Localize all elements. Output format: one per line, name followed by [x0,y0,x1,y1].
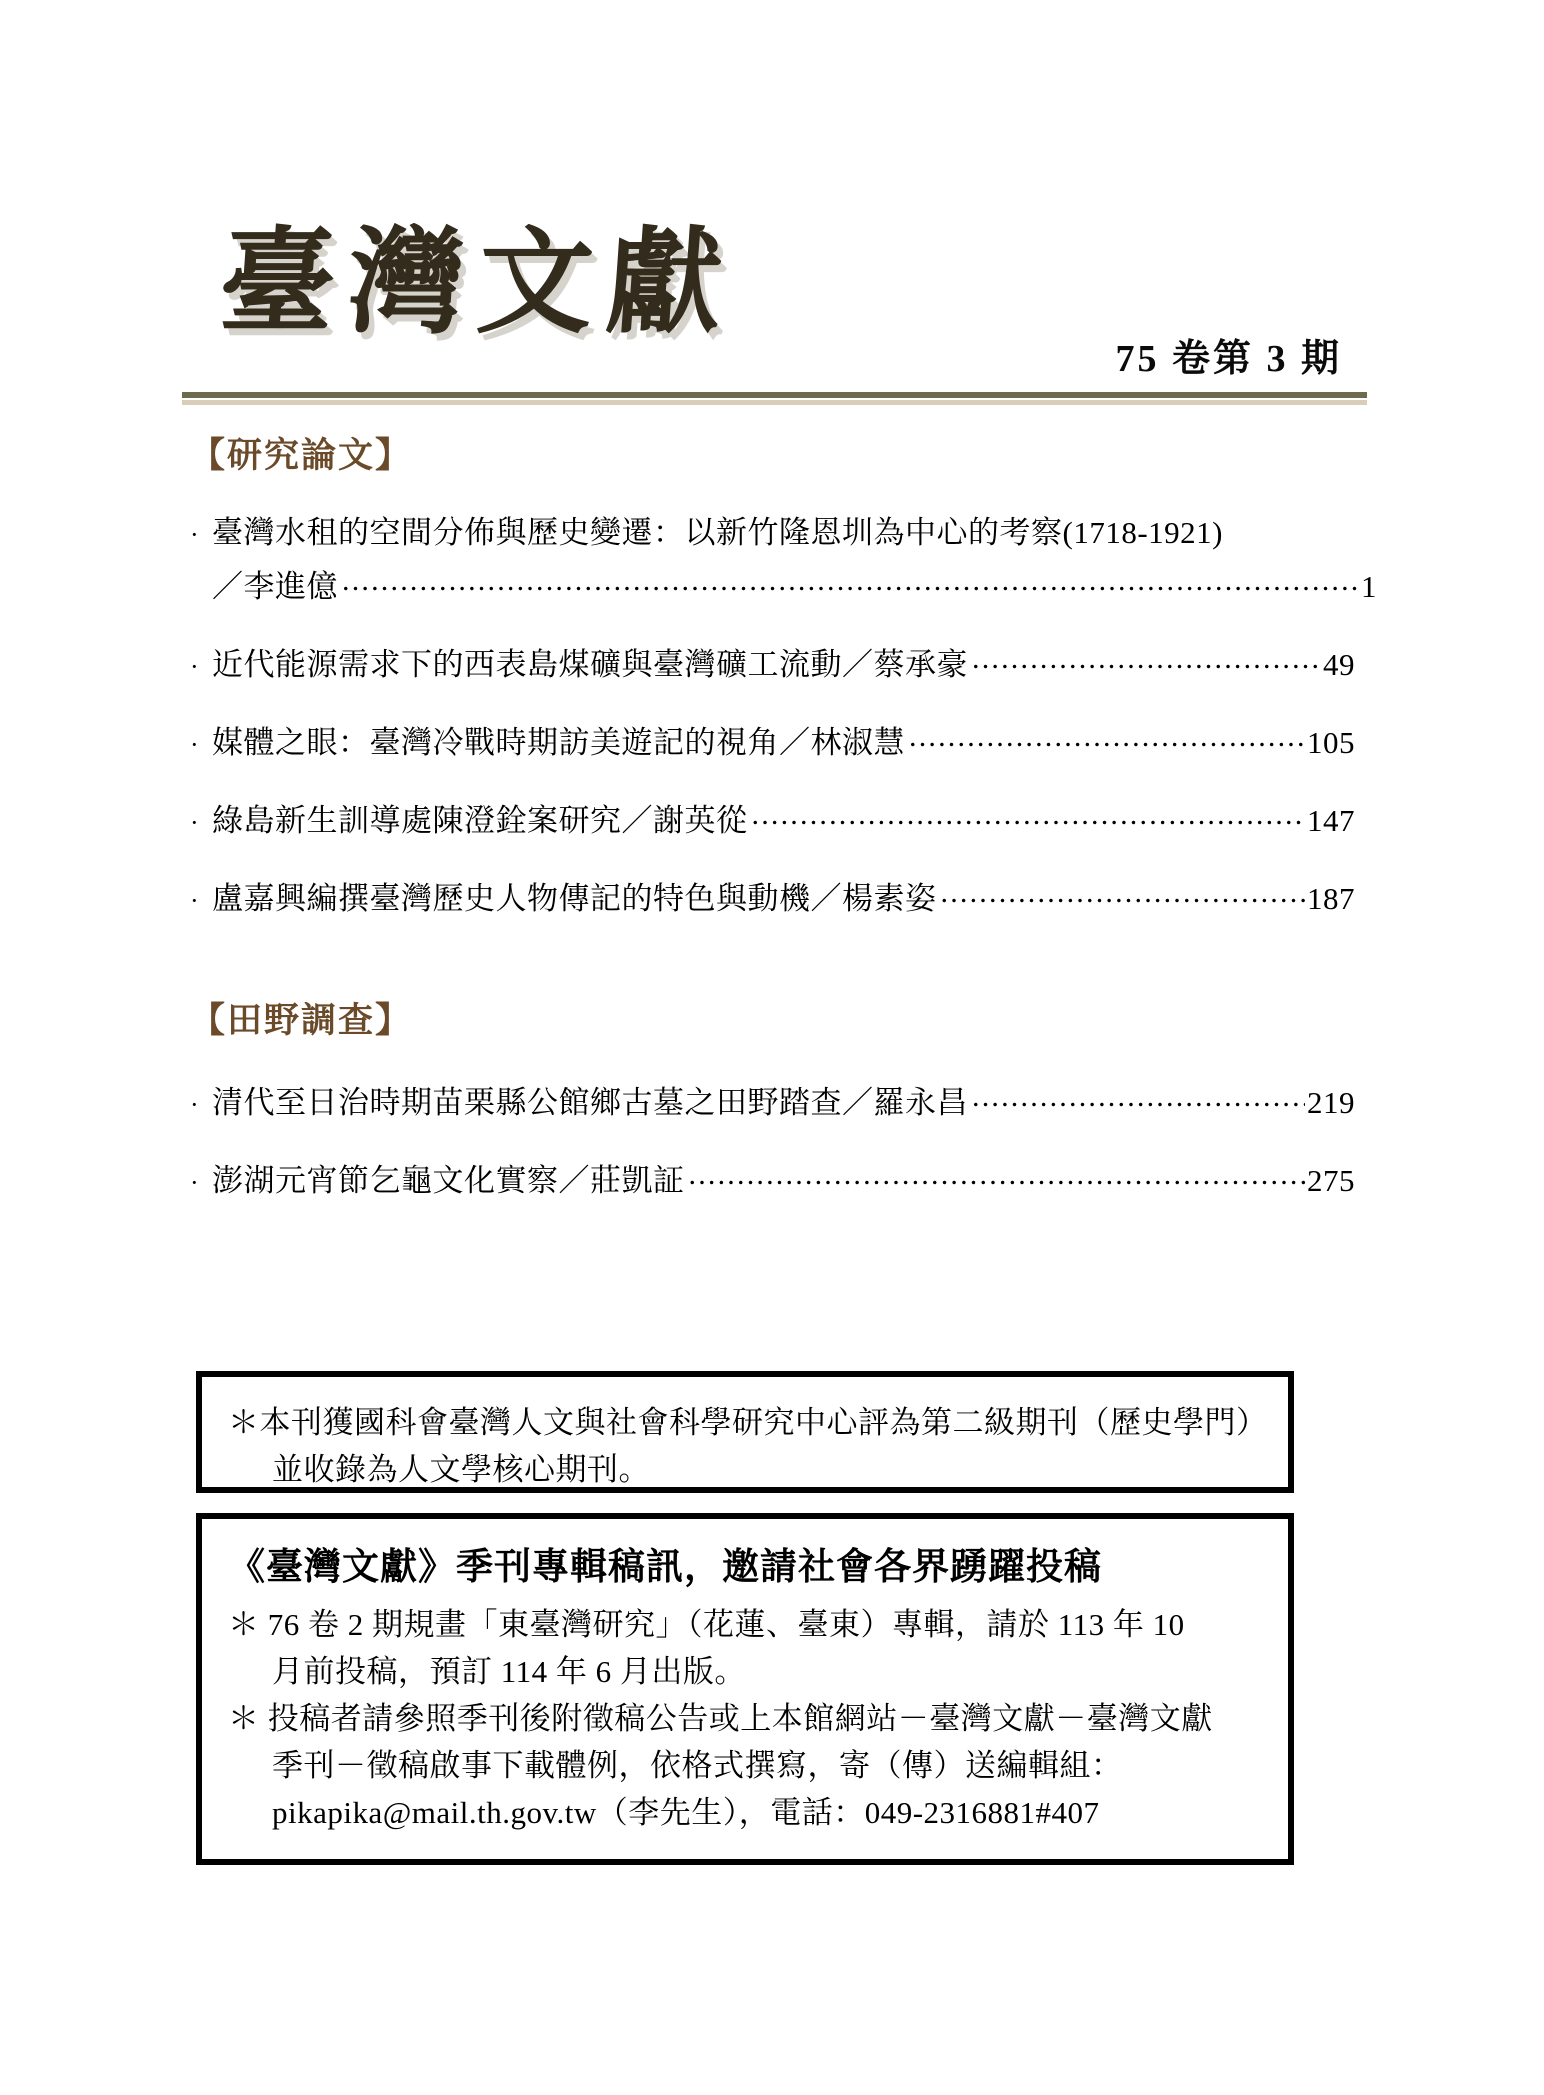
ranking-line-2: 並收錄為人文學核心期刊。 [272,1452,650,1488]
toc-entry-page: 219 [1307,1085,1355,1120]
toc-entry[interactable] [190,779,1355,857]
leader-dots [752,800,1306,831]
toc-entry[interactable] [190,1139,1355,1217]
toc-entry-title: 盧嘉興編撰臺灣歷史人物傳記的特色與動機／楊素姿 [212,881,937,916]
toc-entry-title: 臺灣水租的空間分佈與歷史變遷：以新竹隆恩圳為中心的考察(1718-1921) [212,515,1223,550]
call-item1-line2: 月前投稿，預訂 114 年 6 月出版。 [272,1653,746,1689]
call-item2-line1: ＊ 投稿者請參照季刊後附徵稿公告或上本館網站－臺灣文獻－臺灣文獻 [228,1700,1213,1736]
toc-entry-page: 105 [1307,725,1355,760]
toc-entry-line [190,869,1355,923]
section-heading-research-papers: 【研究論文】 [190,436,413,475]
toc-entry-title: 綠島新生訓導處陳澄銓案研究／謝英從 [212,803,748,838]
notice-box-call-for-papers [196,1513,1294,1865]
toc-entry[interactable] [190,1061,1355,1139]
leader-dots [972,1082,1305,1113]
toc-entry-title: 清代至日治時期苗栗縣公館鄉古墓之田野踏查／羅永昌 [212,1085,968,1120]
leader-dots [342,566,1359,597]
bullet-icon: · [190,520,199,549]
toc-entry-author: ／李進億 [212,569,338,604]
leader-dots [689,1160,1306,1191]
toc-entry-page: 187 [1307,881,1355,916]
toc-entry-page: 147 [1307,803,1355,838]
toc-entry-page: 275 [1307,1163,1355,1198]
call-item2-line2: 季刊－徵稿啟事下載體例，依格式撰寫，寄（傳）送編輯組： [272,1747,1123,1783]
toc-entry-line [190,635,1355,689]
bullet-icon: · [190,730,199,759]
bullet-icon: · [190,652,199,681]
leader-dots [972,644,1321,675]
bullet-icon: · [190,1090,199,1119]
divider-line-top [182,392,1367,398]
toc-entry-page: 1 [1361,569,1377,604]
bullet-icon: · [190,808,199,837]
toc-entry[interactable] [190,496,1377,623]
leader-dots [941,878,1306,909]
toc-entry-line [190,1073,1355,1127]
leader-dots [909,722,1305,753]
bullet-icon: · [190,1168,199,1197]
toc-entry-line [190,508,1355,557]
call-for-papers-title: 《臺灣文獻》季刊專輯稿訊，邀請社會各界踴躍投稿 [228,1547,1102,1588]
toc-entry-line [190,1151,1355,1205]
table-of-contents [190,428,1377,1217]
toc-entry-title: 媒體之眼：臺灣冷戰時期訪美遊記的視角／林淑慧 [212,725,905,760]
toc-entry-line-continued [190,557,1377,611]
divider-line-bottom [182,400,1367,405]
masthead-divider [182,392,1367,405]
toc-entry-line [190,791,1355,845]
notice-box-ranking [196,1371,1294,1493]
call-item2-contact: pikapika@mail.th.gov.tw（李先生），電話：049-2316881#407 [272,1795,1100,1831]
toc-entry-line [190,713,1355,767]
section-heading-field-survey: 【田野調查】 [190,1001,413,1040]
journal-title: 臺灣文獻 [215,215,741,350]
toc-entry-title: 澎湖元宵節乞龜文化實察／莊凱証 [212,1163,685,1198]
notice-box-call-for-papers-inner [201,1518,1289,1860]
masthead [180,215,1370,390]
toc-entry[interactable] [190,623,1355,701]
volume-issue-label: 75 卷第 3 期 [1115,338,1342,380]
call-item1-line1: ＊ 76 卷 2 期規畫「東臺灣研究」（花蓮、臺東）專輯，請於 113 年 10 [228,1606,1185,1642]
bullet-icon: · [190,886,199,915]
notice-box-ranking-inner [201,1376,1289,1488]
toc-entry-page: 49 [1323,647,1355,682]
toc-entry[interactable] [190,701,1355,779]
toc-entry[interactable] [190,857,1355,935]
toc-entry-title: 近代能源需求下的西表島煤礦與臺灣礦工流動／蔡承豪 [212,647,968,682]
ranking-line-1: ＊本刊獲國科會臺灣人文與社會科學研究中心評為第二級期刊（歷史學門） [228,1405,1268,1440]
